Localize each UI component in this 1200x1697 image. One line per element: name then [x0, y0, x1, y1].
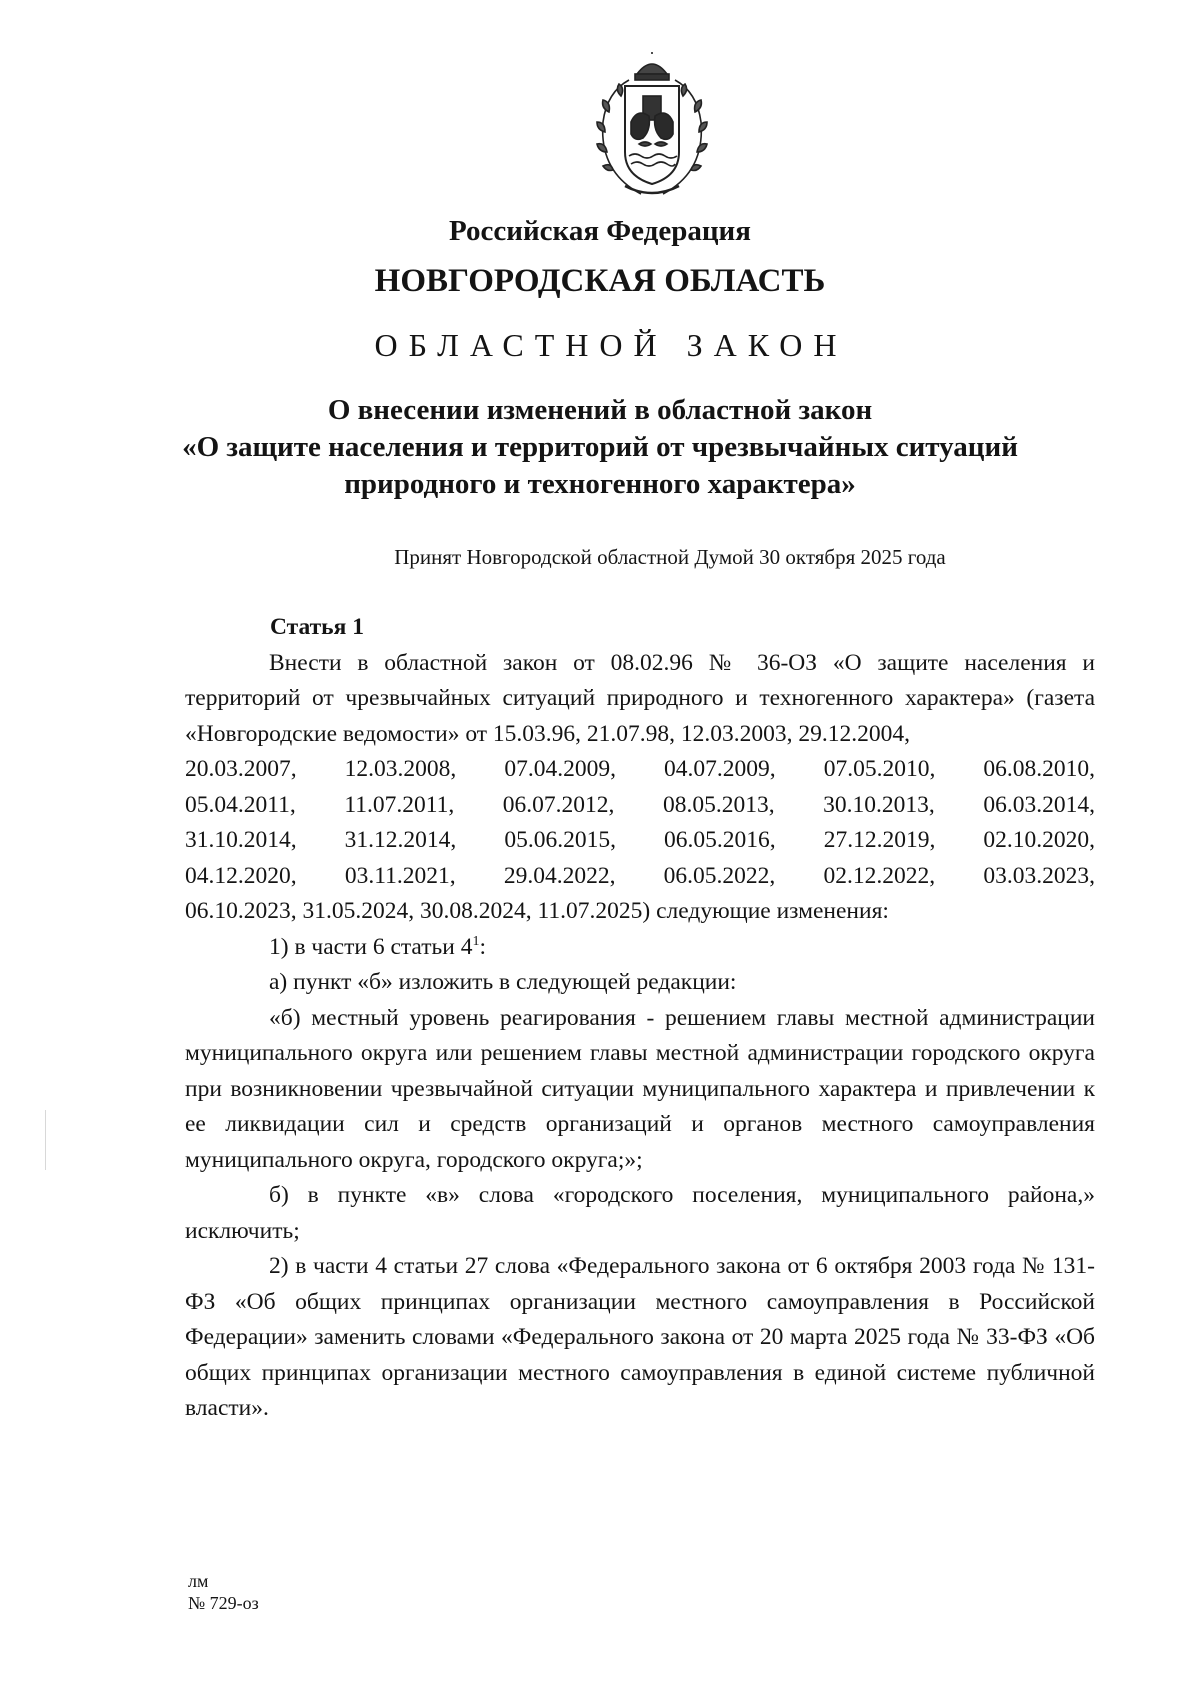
country-name: Российская Федерация — [449, 215, 751, 247]
date-item: 07.04.2009, — [504, 756, 616, 782]
date-row — [185, 752, 1095, 788]
date-item: 20.03.2007, — [185, 756, 297, 782]
date-item: 07.05.2010, — [823, 756, 936, 782]
article-body — [185, 610, 1095, 1427]
item-1-colon: : — [479, 933, 486, 960]
item-1a-text: «б) местный уровень реагирования - решением главы местной администрации муниципального округа или решением главы местной администрации городского округа при возникновении чрезвычайной ситуации муниципального характера и привлечении к ее ликвидации сил и средств организаций и органов местного самоуправления муниципального округа, городского округа;»; — [185, 1004, 1095, 1173]
document-type: ОБЛАСТНОЙ ЗАКОН — [374, 327, 848, 363]
document-footer — [188, 1570, 259, 1614]
date-item: 03.03.2023, — [983, 862, 1095, 889]
date-row — [185, 788, 1095, 824]
item-1a: а) пункт «б» изложить в следующей редакции: — [269, 969, 737, 995]
margin-mark — [45, 1110, 46, 1170]
date-item: 29.04.2022, — [503, 862, 616, 889]
date-item: 06.05.2016, — [664, 827, 776, 853]
date-item: 05.06.2015, — [504, 827, 616, 853]
date-item: 04.07.2009, — [664, 756, 776, 782]
article-intro: Внести в областной закон от 08.02.96 № 36-ОЗ «О защите населения и территорий от чрезвычайных ситуаций природного и техногенного характера» (газета «Новгородские ведомости» от 15.03.96, 21.07.98, 12.03.2003, 29.12.2004, — [185, 649, 1095, 747]
footer-number: № 729-оз — [188, 1593, 259, 1613]
law-title — [150, 392, 1050, 503]
adoption-note: Принят Новгородской областной Думой 30 октября 2025 года — [394, 545, 946, 569]
coat-of-arms-icon — [595, 52, 709, 200]
date-item: 02.10.2020, — [983, 827, 1095, 853]
date-item: 06.07.2012, — [502, 791, 615, 818]
date-item: 05.04.2011, — [185, 791, 296, 818]
item-2: 2) в части 4 статьи 27 слова «Федерального закона от 6 октября 2003 года № 131-ФЗ «Об общих принципах организации местного самоуправления в Российской Федерации» заменить словами «Федерального закона от 20 марта 2025 года № 33-ФЗ «Об общих принципах организации местного самоуправления в единой системе публичной власти». — [185, 1253, 1095, 1421]
law-title-line: О внесении изменений в областной закон — [327, 394, 873, 426]
date-item: 02.12.2022, — [823, 862, 936, 889]
item-1b: б) в пункте «в» слова «городского поселения, муниципального района,» исключить; — [185, 1182, 1095, 1244]
date-item: 04.12.2020, — [185, 862, 297, 889]
law-title-line: «О защите населения и территорий от чрезвычайных ситуаций — [182, 431, 1018, 463]
article-heading: Статья 1 — [270, 614, 364, 640]
region-name: НОВГОРОДСКАЯ ОБЛАСТЬ — [374, 263, 826, 299]
date-item: 08.05.2013, — [662, 791, 775, 818]
footer-initials: лм — [188, 1571, 209, 1591]
date-item: 06.08.2010, — [983, 756, 1095, 782]
date-item: 30.10.2013, — [823, 791, 935, 818]
date-item: 03.11.2021, — [344, 862, 456, 889]
item-1 — [185, 930, 1095, 966]
date-item: 06.05.2022, — [663, 862, 776, 889]
article-intro-end: 06.10.2023, 31.05.2024, 30.08.2024, 11.07.2025) следующие изменения: — [185, 898, 889, 924]
date-item: 11.07.2011, — [344, 791, 455, 818]
date-row — [185, 859, 1095, 895]
date-item: 12.03.2008, — [344, 756, 457, 782]
date-item: 27.12.2019, — [823, 827, 936, 853]
item-1-text: 1) в части 6 статьи 4 — [269, 933, 473, 960]
date-item: 31.10.2014, — [185, 827, 297, 853]
item-1-superscript: 1 — [472, 933, 480, 949]
date-row — [185, 823, 1095, 859]
law-title-line: природного и техногенного характера» — [344, 468, 856, 500]
date-item: 31.12.2014, — [344, 827, 457, 853]
date-item: 06.03.2014, — [983, 791, 1095, 818]
